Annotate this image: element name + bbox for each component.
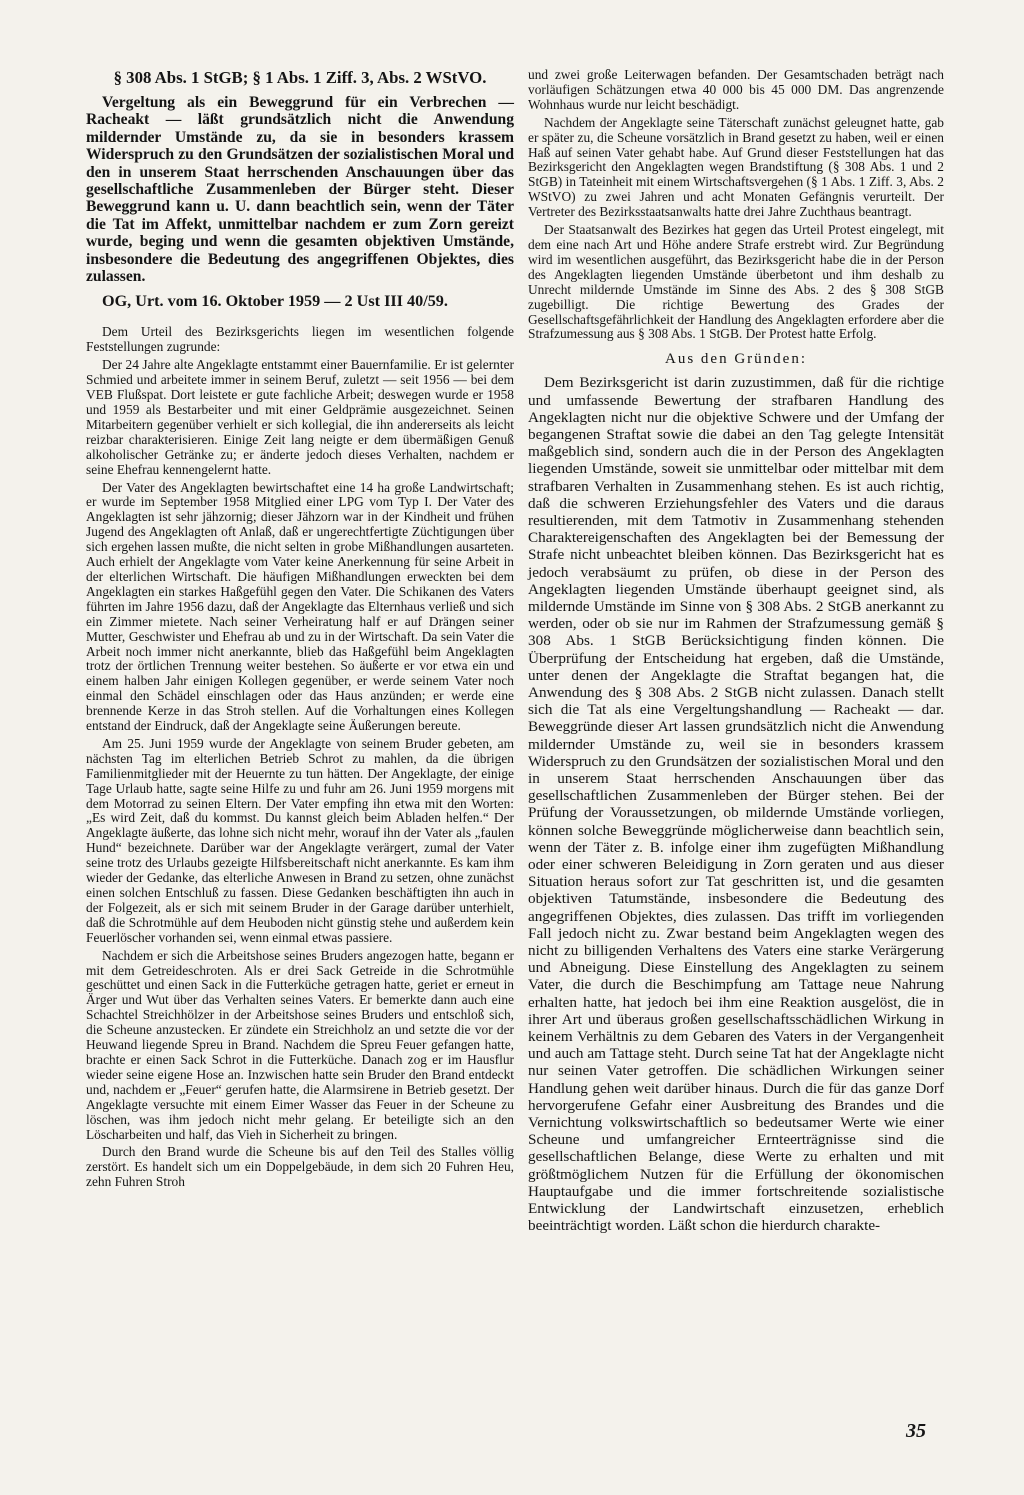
right-column (528, 68, 944, 1237)
paragraph: Der Staatsanwalt des Bezirkes hat gegen das Urteil Protest eingelegt, mit dem eine nach Art und Höhe andere Strafe erstrebt wird. Zur Begründung wird im wesentlichen ausgeführt, das Bezirksgericht habe die in der Person des Angeklagten liegenden Umstände überbetont und ihm deshalb zu Unrecht mildernde Umstände im Sinne des Abs. 2 des § 308 StGB zugebilligt. Die richtige Bewertung des Grades der Gesellschaftsgefährlichkeit der Handlung des Angeklagten erfordere aber die Strafzumessung aus § 308 Abs. 1 StGB. Der Protest hatte Erfolg. (528, 222, 944, 342)
section-title: Aus den Gründen: (665, 351, 807, 368)
paragraph: Nachdem er sich die Arbeitshose seines Bruders angezogen hatte, begann er mit dem Getreideschroten. Als er drei Sack Getreide in die Schrotmühle geschüttet und einen Sack in die Futterküche getragen hatte, geriet er erneut in Ärger und Wut über das Verhalten seines Vaters. Er bemerkte dann auch eine Schachtel Streichhölzer in der Arbeitshose seines Bruders und entschloß sich, die Scheune anzustecken. Er zündete ein Streichholz an und setzte die vor der Heuwand liegende Spreu in Brand. Nachdem die Spreu Feuer gefangen hatte, brachte er einen Sack Schrot in die Futterküche. Danach zog er im Hausflur wieder seine eigene Hose an. Inzwischen hatte sein Bruder den Brand entdeckt und, nachdem er „Feuer“ gerufen hatte, die Alarmsirene in Betrieb gesetzt. Der Angeklagte versuchte mit einem Eimer Wasser das Feuer in der Scheune zu löschen, was ihm jedoch nicht mehr gelang. Er beteiligte sich an den Löscharbeiten und half, das Vieh in Sicherheit zu bringen. (86, 947, 514, 1142)
paragraph: Am 25. Juni 1959 wurde der Angeklagte von seinem Bruder gebeten, am nächsten Tag im elterlichen Betrieb Schrot zu mahlen, da die übrigen Familienmitglieder mit der Heuernte zu tun hätten. Der Angeklagte, der einige Tage Urlaub hatte, sagte seine Hilfe zu und fuhr am 26. Juni 1959 morgens mit dem Motorrad zu seinen Eltern. Der Vater empfing ihn etwa mit den Worten: „Es wird Zeit, daß du kommst. Du kannst gleich beim Abladen helfen.“ Der Angeklagte äußerte, das lohne sich nicht mehr, worauf ihn der Vater als „faulen Hund“ bezeichnete. Darüber war der Angeklagte verärgert, zumal der Vater seine trotz des Urlaubs gezeigte Hilfsbereitschaft nicht anerkannte. Es kam ihm wieder der Gedanke, das elterliche Anwesen in Brand zu setzen, ohne zunächst einen solchen Entschluß zu fassen. Diese Gedanken beschäftigten ihn auch in der Folgezeit, als er sich mit seinem Bruder in der Garage darüber unterhielt, daß die Schrotmühle auf dem Heuboden nicht günstig stehe und außerdem kein Feuerlöscher vorhanden sei, wenn einmal etwas passiere. (86, 735, 514, 945)
paragraph: Dem Urteil des Bezirksgerichts liegen im wesentlichen folgende Feststellungen zugrunde: (86, 324, 514, 355)
reasons-section (528, 374, 944, 1234)
paragraph: Dem Bezirksgericht ist darin zuzustimmen, daß für die richtige und umfassende Bewertung der strafbaren Handlung des Angeklagten nicht nur die objektive Schwere und der Umfang der begangenen Straftat sowie die dabei an den Tag gelegte Intensität maßgeblich sind, sondern auch die in der Person des Angeklagten liegenden Umstände, soweit sie unmittelbar oder mittelbar mit dem strafbaren Verhalten in Zusammenhang stehen. Es ist auch richtig, daß die schweren Erziehungsfehler des Vaters und die daraus resultierenden, mit dem Tatmotiv in Zusammenhang stehenden Charaktereigenschaften des Angeklagten bei der Bemessung der Strafe nicht unbeachtet bleiben können. Das Bezirksgericht hat es jedoch verabsäumt zu prüfen, ob diese in der Person des Angeklagten liegenden Umstände überhaupt geeignet sind, als mildernde Umstände im Sinne von § 308 Abs. 2 StGB anerkannt zu werden, oder ob sie nur im Rahmen der Strafzumessung gemäß § 308 Abs. 1 StGB Berücksichtigung finden können. Die Überprüfung der Entscheidung hat ergeben, daß die Umstände, unter denen der Angeklagte die Straftat begangen hat, die Anwendung des § 308 Abs. 2 StGB nicht zulassen. Danach stellt sich die Tat als eine Vergeltungshandlung — Racheakt — dar. Beweggründe dieser Art lassen grundsätzlich nicht die Anwendung mildernder Umstände zu, weil sie in besonders krassem Widerspruch zu den Grundsätzen der sozialistischen Moral und den in unserem Staat herrschenden Anschauungen über das gesellschaftlichen Zusammenleben der Bürger stehen. Bei der Prüfung der Voraussetzungen, ob mildernde Umstände vorliegen, können solche Beweggründe möglicherweise dann beachtlich sein, wenn der Täter z. B. infolge einer ihm zugefügten Mißhandlung oder einer schweren Beleidigung in Zorn geraten und aus dieser Situation heraus sofort zur Tat geschritten ist, und die gesamten objektiven Tatumstände, insbesondere die Bedeutung des angegriffenen Objektes, dies zulassen. Das trifft im vorliegenden Fall jedoch nicht zu. Zwar bestand beim Angeklagten wegen des nicht zu billigenden Verhaltens des Vaters eine starke Verärgerung und Abneigung. Diese Einstellung des Angeklagten zu seinem Vater, die durch die Beschimpfung am Tattage neue Nahrung erhalten hatte, hat jedoch bei ihm eine Reaktion ausgelöst, die in ihrer Art und überaus großen gesellschaftsschädlichen Wirkung in keinem Verhältnis zu dem Gebaren des Vaters in der Vergangenheit und auch am Tattage steht. Durch seine Tat hat der Angeklagte nicht nur seinen Vater getroffen. Die schädlichen Wirkungen seiner Handlung gehen weit darüber hinaus. Durch die für das ganze Dorf hervorgerufene Gefahr einer Ausbreitung des Brandes und die Vernichtung volkswirtschaftlich so bedeutsamer Werte wie einer Scheune und umfangreicher Ernteerträgnisse sind die gesellschaftlichen Belange, diese Werte zu erhalten und mit größtmöglichem Nutzen für die Erfüllung der ökonomischen Hauptaufgabe und die immer fortschreitende sozialistische Entwicklung der Landwirtschaft einzusetzen, erheblich beeinträchtigt worden. Läßt schon die hierdurch charakte- (528, 374, 944, 1235)
paragraph: Durch den Brand wurde die Scheune bis auf den Teil des Stalles völlig zerstört. Es handelt sich um ein Doppelgebäude, in dem sich 20 Fuhren Heu, zehn Fuhren Stroh (86, 1144, 514, 1190)
page-number: 35 (906, 1420, 926, 1442)
paragraph: Nachdem der Angeklagte seine Täterschaft zunächst geleugnet hatte, gab er später zu, die Scheune vorsätzlich in Brand gesetzt zu haben, weil er einen Haß auf seinen Vater gehabt habe. Auf Grund dieser Feststellungen hat das Bezirksgericht den Angeklagten wegen Brandstiftung (§ 308 Abs. 1 und 2 StGB) in Tateinheit mit einem Wirtschaftsvergehen (§ 1 Abs. 1 Ziff. 3, Abs. 2 WStVO) zu zwei Jahren und acht Monaten Gefängnis verurteilt. Der Vertreter des Bezirksstaatsanwalts hatte drei Jahre Zuchthaus beantragt. (528, 114, 944, 220)
facts-section (86, 325, 514, 1190)
leitsatz-headnote: Vergeltung als ein Beweggrund für ein Verbrechen — Racheakt — läßt grundsätzlich nicht die Anwendung mildernder Umstände zu, da sie in besonders krassem Widerspruch zu den Grundsätzen der sozialistischen Moral und den in unserem Staat herrschenden Anschauungen über das gesellschaftliche Zusammenleben der Bürger steht. Dieser Beweggrund kann u. U. dann beachtlich sein, wenn der Täter die Tat im Affekt, unmittelbar nachdem er zum Zorn gereizt wurde, beging und wenn die gesamten objektiven Umstände, insbesondere die Bedeutung des angegriffenen Objektes, dies zulassen. (86, 94, 514, 286)
facts-continuation (528, 68, 944, 342)
legal-reference-heading: § 308 Abs. 1 StGB; § 1 Abs. 1 Ziff. 3, Abs. 2 WStVO. (113, 68, 487, 87)
paragraph: Der Vater des Angeklagten bewirtschaftet eine 14 ha große Landwirtschaft; er wurde im September 1958 Mitglied einer LPG vom Typ I. Der Vater des Angeklagten ist sehr jähzornig; dieser Jähzorn war in der Kindheit und frühen Jugend des Angeklagten oft Anlaß, daß er ungerechtfertigte Züchtigungen über sich ergehen lassen mußte, die nicht selten in grobe Mißhandlungen ausarteten. Auch erhielt der Angeklagte vom Vater keine Anerkennung für seine Arbeit in der elterlichen Wirtschaft. Die häufigen Mißhandlungen erweckten bei dem Angeklagten ein starkes Haßgefühl gegen den Vater. Die Schikanen des Vaters führten im Jahre 1956 dazu, daß der Angeklagte das Elternhaus verließ und sich ein Zimmer mietete. Nach seiner Verheiratung half er auf Drängen seiner Mutter, Geschwister und Ehefrau ab und zu in der Wirtschaft. Da sein Vater die Arbeit noch immer nicht anerkannte, blieb das Haßgefühl beim Angeklagten trotz der örtlichen Trennung weiter bestehen. So äußerte er vor etwa ein und einem halben Jahr einigen Kollegen gegenüber, er werde seinem Vater noch einmal den Schädel einschlagen oder das Haus anzünden; er werde eine brennende Kerze in das Stroh stellen. Auf die Vorhaltungen eines Kollegen entstand der Eindruck, daß der Angeklagte seine Äußerungen bereute. (86, 479, 514, 734)
court-citation: OG, Urt. vom 16. Oktober 1959 — 2 Ust III 40/59. (102, 292, 448, 311)
left-column (86, 68, 514, 1193)
paragraph: und zwei große Leiterwagen befanden. Der Gesamtschaden beträgt nach vorläufigen Schätzungen etwa 40 000 bis 45 000 DM. Das angrenzende Wohnhaus wurde nur leicht beschädigt. (528, 67, 944, 112)
paragraph: Der 24 Jahre alte Angeklagte entstammt einer Bauernfamilie. Er ist gelernter Schmied und arbeitete immer in seinem Beruf, zuletzt — seit 1956 — bei dem VEB Flußspat. Dort leistete er gute fachliche Arbeit; deswegen wurde er 1958 und 1959 als Bestarbeiter und mit einer Geldprämie ausgezeichnet. Seinen Mitarbeitern gegenüber verhielt er sich kollegial, die ihn andererseits als leicht reizbar charakterisieren. Einige Zeit lang neigte er dem übermäßigen Genuß alkoholischer Getränke zu; er änderte jedoch dieses Verhalten, nachdem er seine Ehefrau kennengelernt hatte. (86, 357, 514, 477)
